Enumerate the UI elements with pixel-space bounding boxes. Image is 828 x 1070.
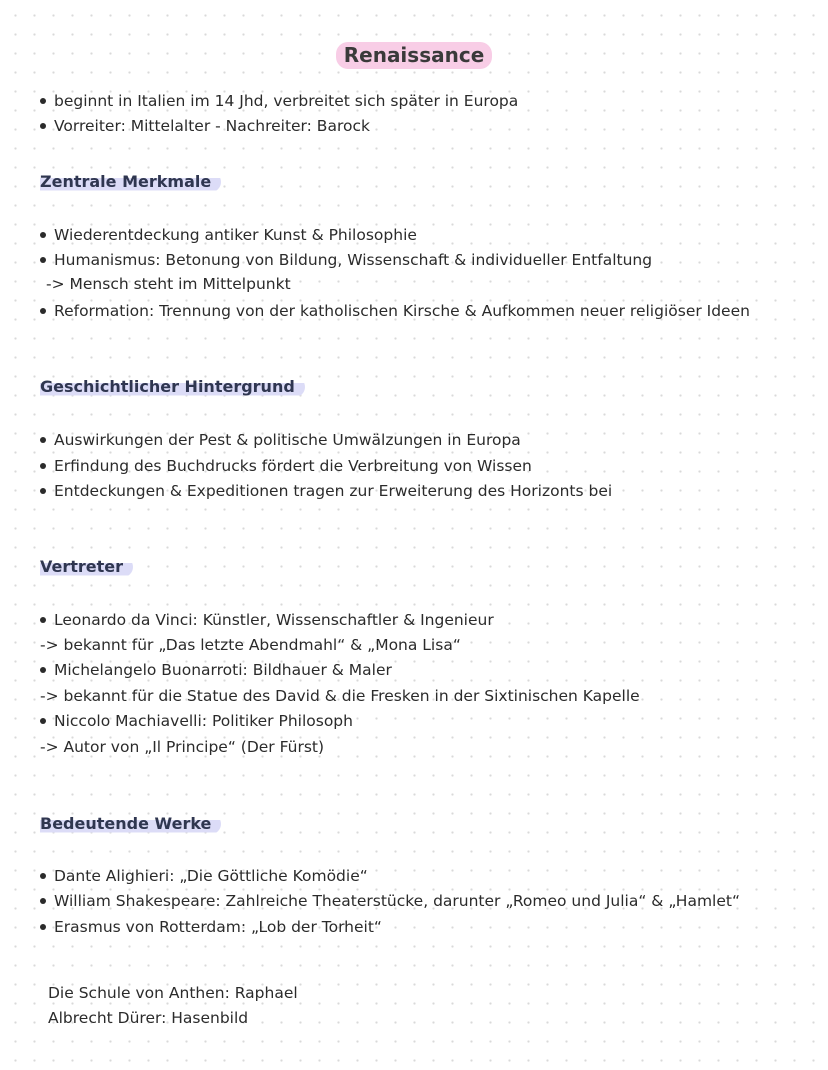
footer-note: Albrecht Dürer: Hasenbild: [48, 1009, 249, 1027]
list-item: Humanismus: Betonung von Bildung, Wissenschaft & individueller Entfaltung: [40, 250, 652, 270]
list-item: Erfindung des Buchdrucks fördert die Verbreitung von Wissen: [40, 456, 532, 476]
footer-note: Die Schule von Anthen: Raphael: [48, 984, 298, 1002]
list-subitem: -> Autor von „Il Principe“ (Der Fürst): [40, 738, 325, 756]
list-item: William Shakespeare: Zahlreiche Theaterstücke, darunter „Romeo und Julia“ & „Hamlet“: [40, 891, 740, 911]
section-heading-hintergrund: Geschichtlicher Hintergrund: [40, 377, 305, 396]
list-subitem: -> bekannt für „Das letzte Abendmahl“ & „Mona Lisa“: [40, 636, 461, 654]
list-item: Reformation: Trennung von der katholischen Kirsche & Aufkommen neuer religiöser Ideen: [40, 301, 750, 321]
section-heading-werke: Bedeutende Werke: [40, 814, 221, 833]
list-item: Erasmus von Rotterdam: „Lob der Torheit“: [40, 917, 382, 937]
list-item: Wiederentdeckung antiker Kunst & Philosophie: [40, 225, 417, 245]
intro-item: beginnt in Italien im 14 Jhd, verbreitet sich später in Europa: [40, 91, 518, 111]
list-subitem: -> Mensch steht im Mittelpunkt: [46, 275, 291, 293]
section-heading-merkmale: Zentrale Merkmale: [40, 172, 221, 191]
list-item: Niccolo Machiavelli: Politiker Philosoph: [40, 711, 353, 731]
intro-item: Vorreiter: Mittelalter - Nachreiter: Barock: [40, 116, 370, 136]
section-heading-vertreter: Vertreter: [40, 557, 133, 576]
list-subitem: -> bekannt für die Statue des David & die Fresken in der Sixtinischen Kapelle: [40, 687, 640, 705]
list-item: Auswirkungen der Pest & politische Umwälzungen in Europa: [40, 430, 521, 450]
list-item: Michelangelo Buonarroti: Bildhauer & Maler: [40, 660, 392, 680]
list-item: Leonardo da Vinci: Künstler, Wissenschaftler & Ingenieur: [40, 610, 494, 630]
page-title: Renaissance: [0, 32, 828, 70]
list-item: Entdeckungen & Expeditionen tragen zur Erweiterung des Horizonts bei: [40, 481, 612, 501]
list-item: Dante Alighieri: „Die Göttliche Komödie“: [40, 866, 368, 886]
